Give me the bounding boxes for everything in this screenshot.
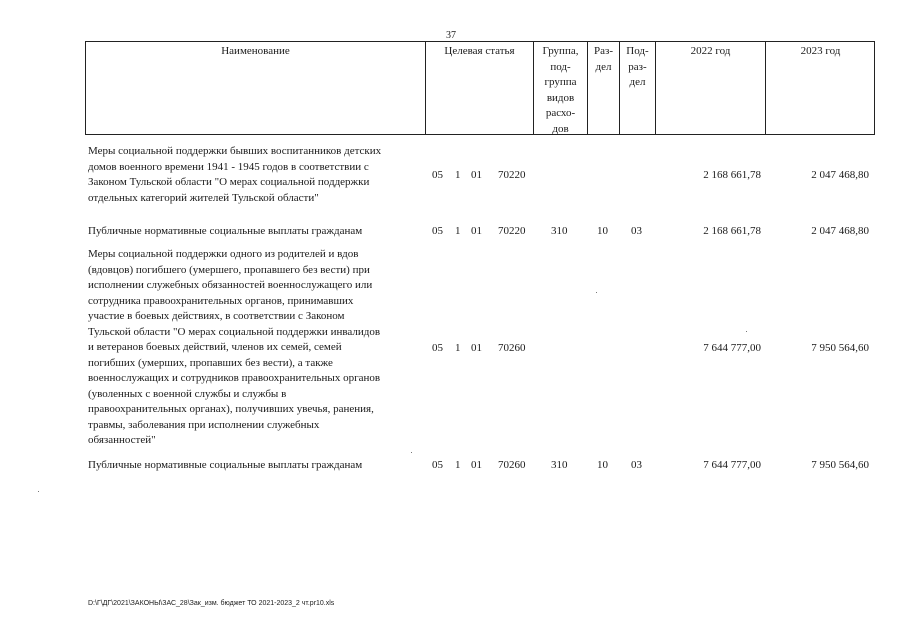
table-row-name: Меры социальной поддержки бывших воспитанников детских домов военного времени 1941 - 1945 годов в соответствии с Законом Тульской области "О мерах социальной поддержки отдельных категорий жителей Тульской области"	[88, 145, 382, 204]
scan-speck	[746, 331, 747, 332]
subsection-code: 03	[631, 225, 642, 237]
code-direction: 70220	[498, 169, 526, 181]
table-row-name: Публичные нормативные социальные выплаты гражданам	[88, 225, 363, 237]
value-2023: 2 047 468,80	[811, 169, 869, 181]
code-program: 05	[432, 459, 443, 471]
code-direction: 70260	[498, 459, 526, 471]
section-code: 10	[597, 459, 608, 471]
code-subprogram: 1	[455, 225, 461, 237]
section-code: 10	[597, 225, 608, 237]
value-2022: 2 168 661,78	[703, 225, 761, 237]
value-2023: 7 950 564,60	[811, 459, 869, 471]
code-measure: 01	[471, 459, 482, 471]
code-direction: 70220	[498, 225, 526, 237]
header-name: Наименование	[221, 45, 290, 57]
scan-speck	[38, 491, 39, 492]
code-measure: 01	[471, 169, 482, 181]
header-2022: 2022 год	[690, 45, 731, 57]
header-2023: 2023 год	[800, 45, 841, 57]
header-subsection: Под- раз- дел	[626, 45, 649, 88]
expense-group-code: 310	[551, 459, 568, 471]
header-expense-group: Группа, под- группа видов расхо- дов	[542, 45, 579, 135]
code-program: 05	[432, 342, 443, 354]
code-subprogram: 1	[455, 459, 461, 471]
header-section: Раз- дел	[593, 45, 613, 73]
value-2023: 2 047 468,80	[811, 225, 869, 237]
code-program: 05	[432, 225, 443, 237]
subsection-code: 03	[631, 459, 642, 471]
table-row-name: Публичные нормативные социальные выплаты гражданам	[88, 459, 363, 471]
table-row-name: Меры социальной поддержки одного из родителей и вдов (вдовцов) погибшего (умершего, пропавшего без вести) при исполнении служебных обязанностей военнослужащего или сотрудника правоохранительных органов, принимавших участие в боевых действиях, в соответствии с Законом Тульской области "О мерах социальной поддержки инвалидов и ветеранов боевых действий, членов их семей, семей погибших (умерших, пропавших без вести), а также военнослужащих и сотрудников правоохранительных органов (уволенных с военной службы и службы в правоохранительных органах), получивших увечья, ранения, травмы, заболевания при исполнении служебных обязанностей"	[88, 248, 381, 446]
code-program: 05	[432, 169, 443, 181]
code-direction: 70260	[498, 342, 526, 354]
value-2022: 7 644 777,00	[703, 342, 761, 354]
header-target-article: Целевая статья	[444, 45, 515, 57]
code-measure: 01	[471, 225, 482, 237]
value-2023: 7 950 564,60	[811, 342, 869, 354]
code-subprogram: 1	[455, 342, 461, 354]
code-subprogram: 1	[455, 169, 461, 181]
value-2022: 2 168 661,78	[703, 169, 761, 181]
scan-speck	[411, 452, 412, 453]
file-path-footer: D:\Г\ДГ\2021\ЗАКОНЫ\ЗАС_28\Зак_изм. бюджет ТО 2021-2023_2 чт.pr10.xls	[88, 600, 335, 607]
scan-speck	[596, 292, 597, 293]
value-2022: 7 644 777,00	[703, 459, 761, 471]
expense-group-code: 310	[551, 225, 568, 237]
code-measure: 01	[471, 342, 482, 354]
page-number: 37	[446, 30, 456, 41]
